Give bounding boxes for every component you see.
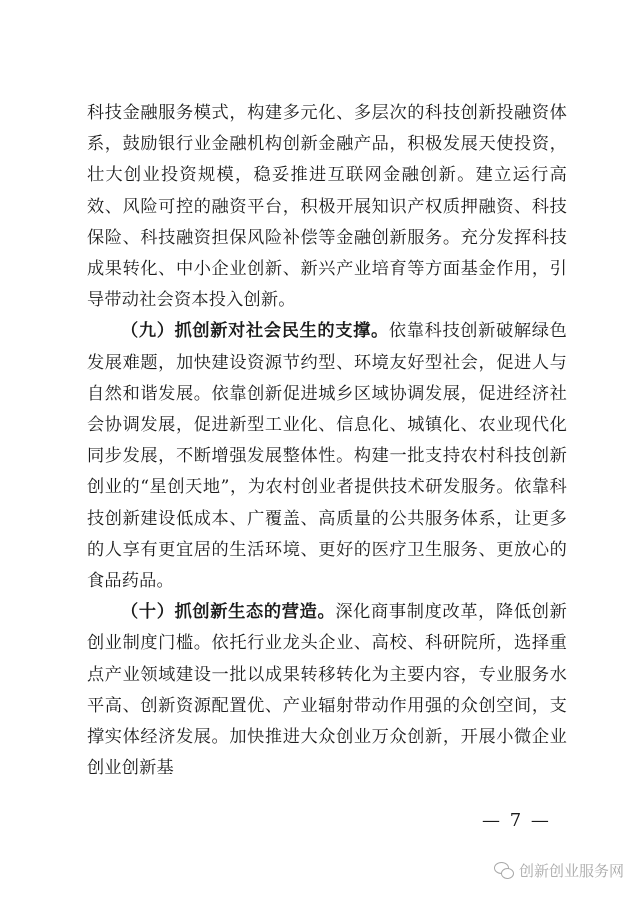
watermark xyxy=(494,860,624,881)
paragraph-text: 科技金融服务模式，构建多元化、多层次的科技创新投融资体系，鼓励银行业金融机构创新金融产品，积极发展天使投资，壮大创业投资规模，稳妥推进互联网金融创新。建立运行高效、风险可控的融资平台，积极开展知识产权质押融资、科技保险、科技融资担保风险补偿等金融创新服务。充分发挥科技成果转化、中小企业创新、新兴产业培育等方面基金作用，引导带动社会资本投入创新。 xyxy=(87,103,567,311)
section-heading: （九）抓创新对社会民生的支撑。 xyxy=(121,321,389,342)
watermark-text: 创新创业服务网 xyxy=(518,862,624,880)
wechat-icon xyxy=(494,862,514,880)
paragraph-continued xyxy=(87,98,567,316)
section-heading: （十）抓创新生态的营造。 xyxy=(121,602,336,623)
page-number: — 7 — xyxy=(482,810,551,831)
paragraph-section-9 xyxy=(87,316,567,597)
paragraph-text: 依靠科技创新破解绿色发展难题，加快建设资源节约型、环境友好型社会，促进人与自然和谐发展。依靠创新促进城乡区域协调发展，促进经济社会协调发展，促进新型工业化、信息化、城镇化、农业现代化同步发展，不断增强发展整体性。构建一批支持农村科技创新创业的“星创天地”，为农村创业者提供技术研发服务。依靠科技创新建设低成本、广覆盖、高质量的公共服务体系，让更多的人享有更宜居的生活环境、更好的医疗卫生服务、更放心的食品药品。 xyxy=(87,321,567,592)
paragraph-text: 深化商事制度改革，降低创新创业制度门槛。依托行业龙头企业、高校、科研院所，选择重点产业领域建设一批以成果转移转化为主要内容，专业服务水平高、创新资源配置优、产业辐射带动作用强的众创空间，支撑实体经济发展。加快推进大众创业万众创新，开展小微企业创业创新基 xyxy=(87,602,567,779)
body-text xyxy=(87,98,567,784)
paragraph-section-10 xyxy=(87,597,567,784)
